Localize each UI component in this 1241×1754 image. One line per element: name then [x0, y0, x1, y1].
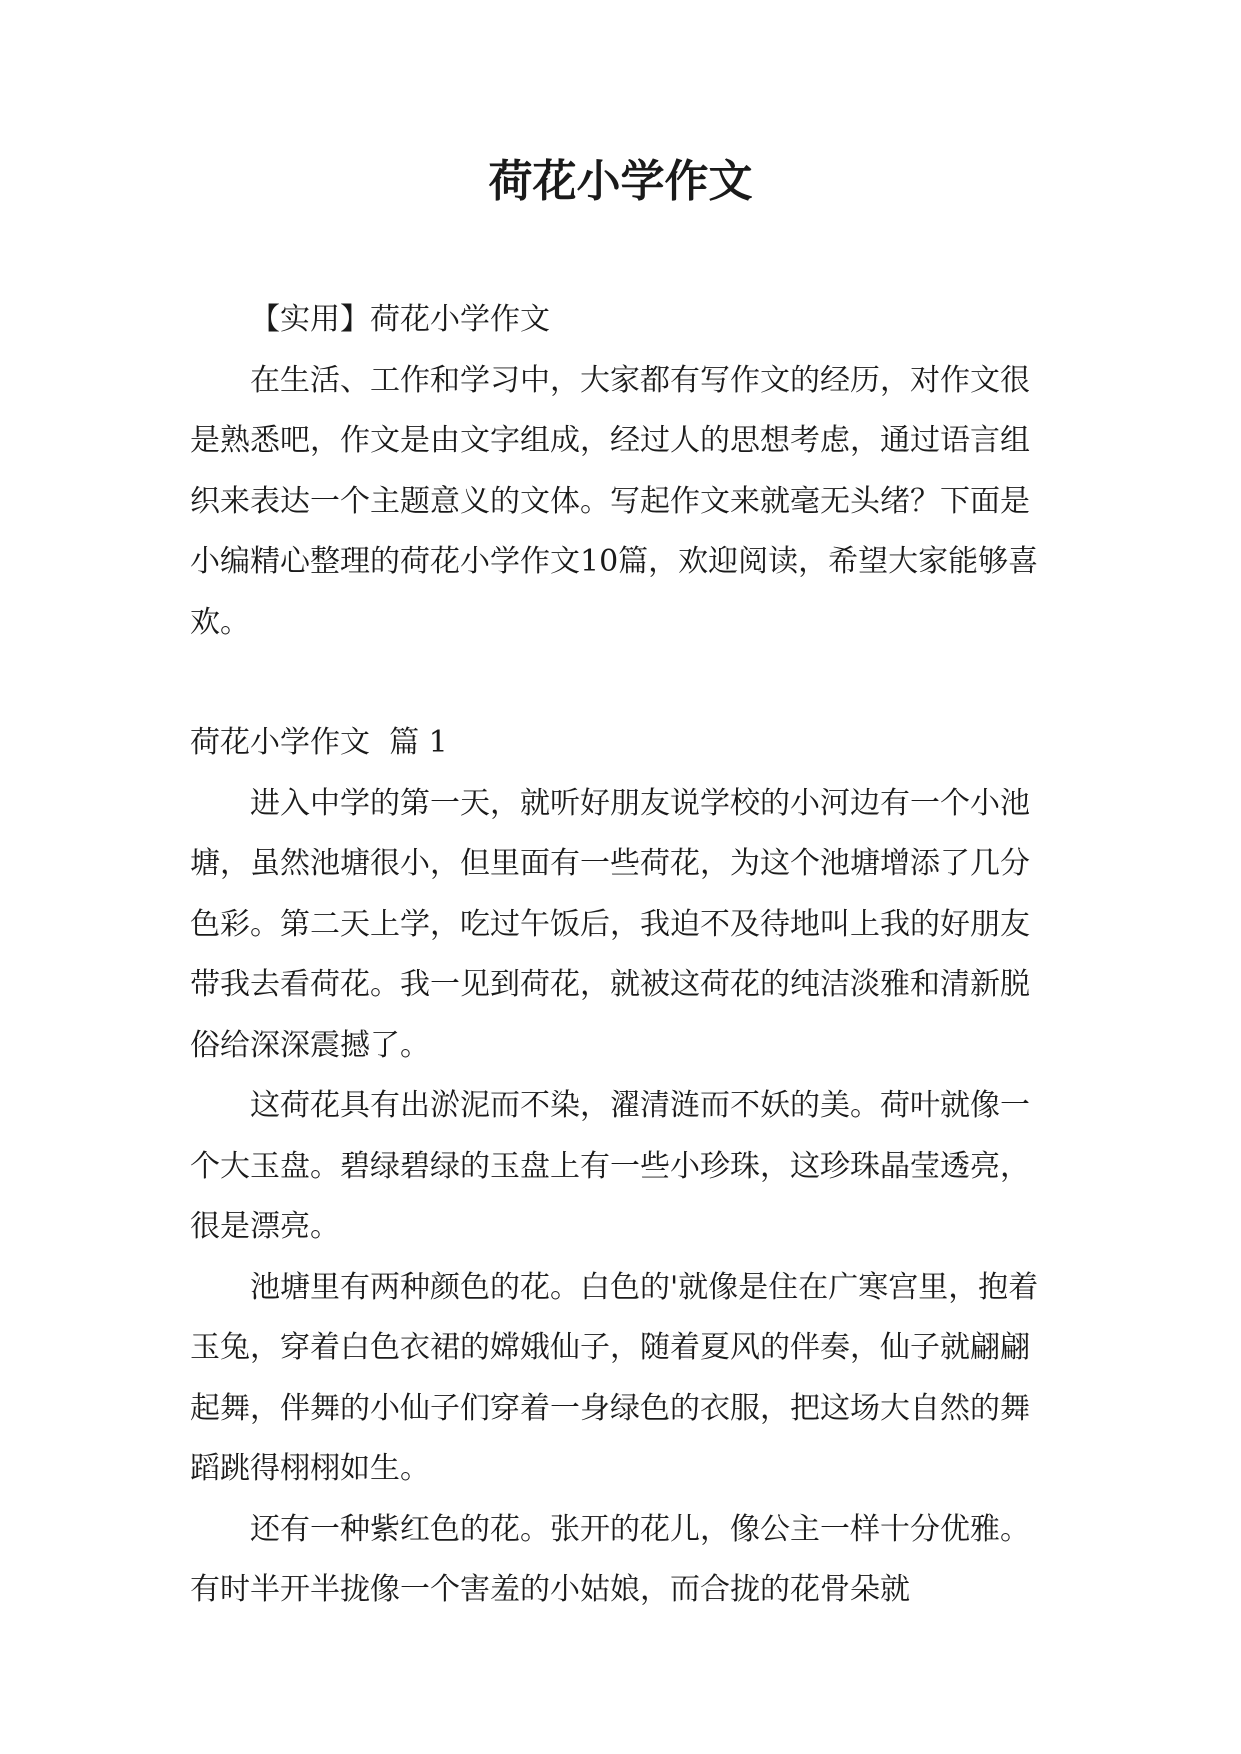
- document-title: 荷花小学作文: [488, 156, 753, 207]
- body-paragraph: 池塘里有两种颜色的花。白色的'就像是住在广寒宫里，抱着玉兔，穿着白色衣裙的嫦娥仙子，随着夏风的伴奏，仙子就翩翩起舞，伴舞的小仙子们穿着一身绿色的衣服，把这场大自然的舞蹈跳得栩栩如生。: [190, 1269, 1039, 1486]
- section-spacer: [190, 653, 1045, 713]
- body-paragraph: 这荷花具有出淤泥而不染，濯清涟而不妖的美。荷叶就像一个大玉盘。碧绿碧绿的玉盘上有一些小珍珠，这珍珠晶莹透亮，很是漂亮。: [190, 1088, 1030, 1244]
- body-paragraph: 进入中学的第一天，就听好朋友说学校的小河边有一个小池塘，虽然池塘很小，但里面有一些荷花，为这个池塘增添了几分色彩。第二天上学，吃过午饭后，我迫不及待地叫上我的好朋友带我去看荷花。我一见到荷花，就被这荷花的纯洁淡雅和清新脱俗给深深震撼了。: [190, 785, 1030, 1063]
- body-paragraph: 还有一种紫红色的花。张开的花儿，像公主一样十分优雅。有时半开半拢像一个害羞的小姑娘，而合拢的花骨朵就: [190, 1511, 1030, 1607]
- intro-paragraph: 在生活、工作和学习中，大家都有写作文的经历，对作文很是熟悉吧，作文是由文字组成，经过人的思想考虑，通过语言组织来表达一个主题意义的文体。写起作文来就毫无头绪？下面是小编精心整理的荷花小学作文10篇，欢迎阅读，希望大家能够喜欢。: [190, 362, 1039, 640]
- document-subtitle: 【实用】荷花小学作文: [250, 302, 550, 337]
- section-heading: 荷花小学作文 篇 1: [190, 725, 448, 760]
- document-body: [190, 290, 1045, 1621]
